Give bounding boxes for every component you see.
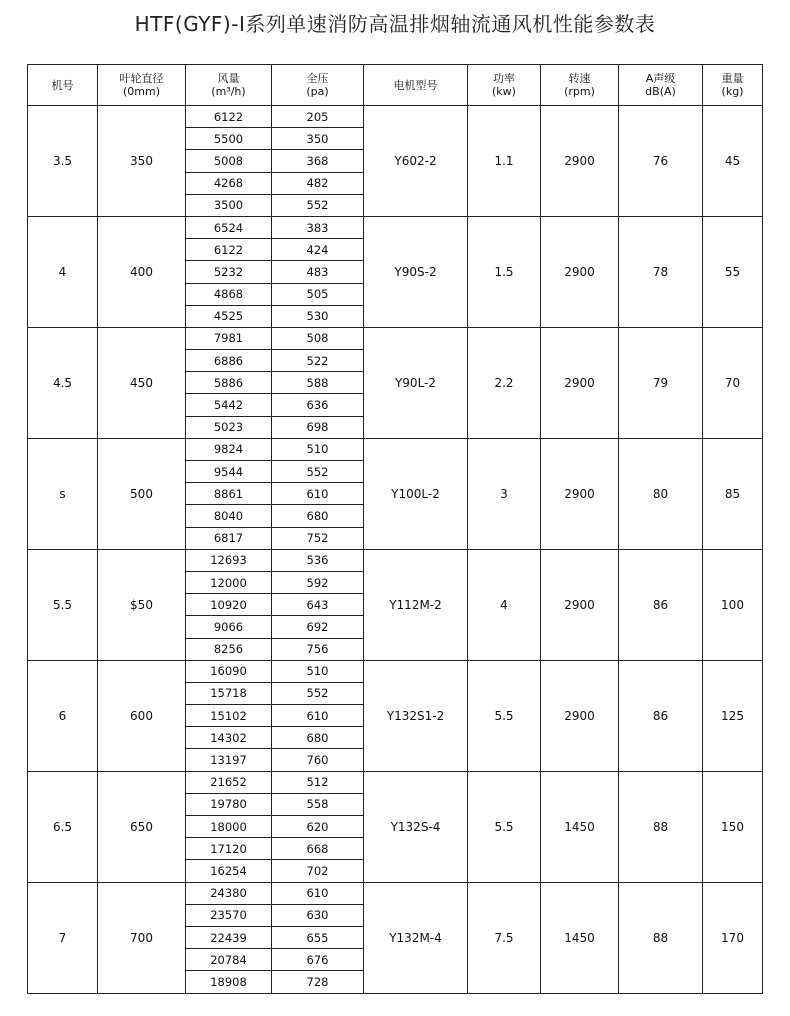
cell-motor: Y132S-4 [364,771,468,882]
cell-flow: 6122 [186,239,272,261]
cell-diameter: 650 [98,771,186,882]
cell-flow: 15718 [186,682,272,704]
cell-pressure: 205 [272,106,364,128]
cell-diameter: 450 [98,327,186,438]
cell-flow: 12000 [186,571,272,593]
cell-model: 6 [28,660,98,771]
cell-pressure: 522 [272,350,364,372]
header-unit: (kg) [721,85,744,98]
cell-speed: 2900 [541,216,619,327]
cell-diameter: 400 [98,216,186,327]
header-speed [541,65,619,106]
cell-pressure: 424 [272,239,364,261]
cell-flow: 4525 [186,305,272,327]
cell-flow: 6886 [186,350,272,372]
cell-speed: 1450 [541,882,619,993]
cell-motor: Y100L-2 [364,438,468,549]
header-pressure [272,65,364,106]
cell-speed: 1450 [541,771,619,882]
cell-flow: 9544 [186,461,272,483]
header-label: 全压 [306,72,329,85]
cell-flow: 18000 [186,816,272,838]
cell-flow: 6122 [186,106,272,128]
header-diameter [98,65,186,106]
cell-pressure: 510 [272,438,364,460]
cell-flow: 19780 [186,793,272,815]
header-label: 风量 [217,72,240,85]
cell-flow: 4868 [186,283,272,305]
cell-speed: 2900 [541,438,619,549]
cell-motor: Y112M-2 [364,549,468,660]
cell-pressure: 680 [272,727,364,749]
cell-pressure: 536 [272,549,364,571]
cell-pressure: 620 [272,816,364,838]
cell-pressure: 592 [272,571,364,593]
cell-flow: 8256 [186,638,272,660]
cell-motor: Y602-2 [364,106,468,217]
performance-table [27,64,763,994]
cell-weight: 100 [703,549,763,660]
cell-flow: 21652 [186,771,272,793]
cell-power: 1.1 [468,106,541,217]
cell-pressure: 530 [272,305,364,327]
header-motor [364,65,468,106]
cell-flow: 6817 [186,527,272,549]
cell-flow: 4268 [186,172,272,194]
header-label: 电机型号 [393,78,438,92]
header-label: 机号 [51,78,74,92]
cell-model: 4.5 [28,327,98,438]
cell-pressure: 552 [272,461,364,483]
cell-pressure: 552 [272,682,364,704]
cell-flow: 10920 [186,594,272,616]
cell-diameter: 700 [98,882,186,993]
cell-model: 5.5 [28,549,98,660]
cell-pressure: 610 [272,705,364,727]
cell-pressure: 350 [272,128,364,150]
cell-weight: 45 [703,106,763,217]
cell-pressure: 610 [272,483,364,505]
header-label: A声级 [645,72,676,85]
table-row [28,549,763,571]
cell-weight: 85 [703,438,763,549]
cell-pressure: 630 [272,904,364,926]
cell-flow: 8040 [186,505,272,527]
cell-weight: 70 [703,327,763,438]
cell-pressure: 756 [272,638,364,660]
header-label: 叶轮直径 [119,72,164,85]
cell-speed: 2900 [541,660,619,771]
cell-pressure: 702 [272,860,364,882]
header-unit: (rpm) [564,85,595,98]
cell-flow: 24380 [186,882,272,904]
cell-flow: 16090 [186,660,272,682]
cell-flow: 5023 [186,416,272,438]
cell-flow: 16254 [186,860,272,882]
header-unit: dB(A) [645,85,676,98]
cell-flow: 3500 [186,194,272,216]
cell-model: 3.5 [28,106,98,217]
cell-pressure: 510 [272,660,364,682]
cell-motor: Y132M-4 [364,882,468,993]
cell-weight: 55 [703,216,763,327]
cell-flow: 9824 [186,438,272,460]
cell-flow: 15102 [186,705,272,727]
cell-pressure: 760 [272,749,364,771]
table-row [28,438,763,460]
cell-flow: 20784 [186,949,272,971]
cell-flow: 5008 [186,150,272,172]
cell-speed: 2900 [541,327,619,438]
cell-flow: 9066 [186,616,272,638]
cell-model: 4 [28,216,98,327]
cell-pressure: 692 [272,616,364,638]
cell-flow: 5442 [186,394,272,416]
cell-flow: 5500 [186,128,272,150]
cell-pressure: 552 [272,194,364,216]
cell-flow: 14302 [186,727,272,749]
cell-noise: 86 [619,660,703,771]
header-label: 重量 [721,72,744,85]
cell-noise: 80 [619,438,703,549]
cell-model: s [28,438,98,549]
cell-pressure: 752 [272,527,364,549]
cell-flow: 23570 [186,904,272,926]
cell-motor: Y90S-2 [364,216,468,327]
table-row [28,216,763,238]
header-label: 功率 [493,72,515,85]
cell-pressure: 676 [272,949,364,971]
cell-flow: 8861 [186,483,272,505]
cell-pressure: 508 [272,327,364,349]
cell-diameter: $50 [98,549,186,660]
cell-speed: 2900 [541,549,619,660]
header-flow [186,65,272,106]
cell-flow: 6524 [186,216,272,238]
cell-flow: 12693 [186,549,272,571]
header-row [28,65,763,106]
cell-pressure: 383 [272,216,364,238]
cell-flow: 22439 [186,926,272,948]
cell-pressure: 643 [272,594,364,616]
cell-power: 5.5 [468,771,541,882]
cell-noise: 79 [619,327,703,438]
cell-diameter: 500 [98,438,186,549]
header-unit: (pa) [306,85,329,98]
cell-power: 7.5 [468,882,541,993]
cell-motor: Y90L-2 [364,327,468,438]
cell-flow: 17120 [186,838,272,860]
cell-pressure: 588 [272,372,364,394]
table-row [28,327,763,349]
cell-power: 4 [468,549,541,660]
header-power [468,65,541,106]
cell-flow: 5886 [186,372,272,394]
cell-pressure: 698 [272,416,364,438]
cell-pressure: 610 [272,882,364,904]
header-weight [703,65,763,106]
cell-motor: Y132S1-2 [364,660,468,771]
cell-pressure: 512 [272,771,364,793]
page-title: HTF(GYF)-I系列单速消防高温排烟轴流通风机性能参数表 [134,12,656,36]
cell-power: 3 [468,438,541,549]
cell-weight: 170 [703,882,763,993]
header-model [28,65,98,106]
table-row [28,106,763,128]
table-body [28,106,763,994]
cell-pressure: 505 [272,283,364,305]
cell-pressure: 482 [272,172,364,194]
table-row [28,771,763,793]
cell-power: 2.2 [468,327,541,438]
cell-noise: 88 [619,771,703,882]
cell-flow: 5232 [186,261,272,283]
cell-noise: 88 [619,882,703,993]
cell-pressure: 728 [272,971,364,993]
cell-pressure: 636 [272,394,364,416]
header-noise [619,65,703,106]
cell-weight: 125 [703,660,763,771]
header-unit: (0mm) [122,85,160,98]
cell-diameter: 350 [98,106,186,217]
cell-model: 6.5 [28,771,98,882]
cell-pressure: 655 [272,926,364,948]
cell-power: 1.5 [468,216,541,327]
header-unit: (m³/h) [211,85,246,98]
cell-pressure: 668 [272,838,364,860]
cell-flow: 7981 [186,327,272,349]
cell-flow: 13197 [186,749,272,771]
header-label: 转速 [568,72,591,85]
cell-pressure: 680 [272,505,364,527]
cell-flow: 18908 [186,971,272,993]
header-unit: (kw) [492,85,516,98]
cell-pressure: 368 [272,150,364,172]
cell-model: 7 [28,882,98,993]
cell-diameter: 600 [98,660,186,771]
cell-weight: 150 [703,771,763,882]
table-row [28,660,763,682]
cell-noise: 76 [619,106,703,217]
table-row [28,882,763,904]
cell-pressure: 558 [272,793,364,815]
cell-noise: 78 [619,216,703,327]
cell-power: 5.5 [468,660,541,771]
cell-speed: 2900 [541,106,619,217]
cell-noise: 86 [619,549,703,660]
cell-pressure: 483 [272,261,364,283]
